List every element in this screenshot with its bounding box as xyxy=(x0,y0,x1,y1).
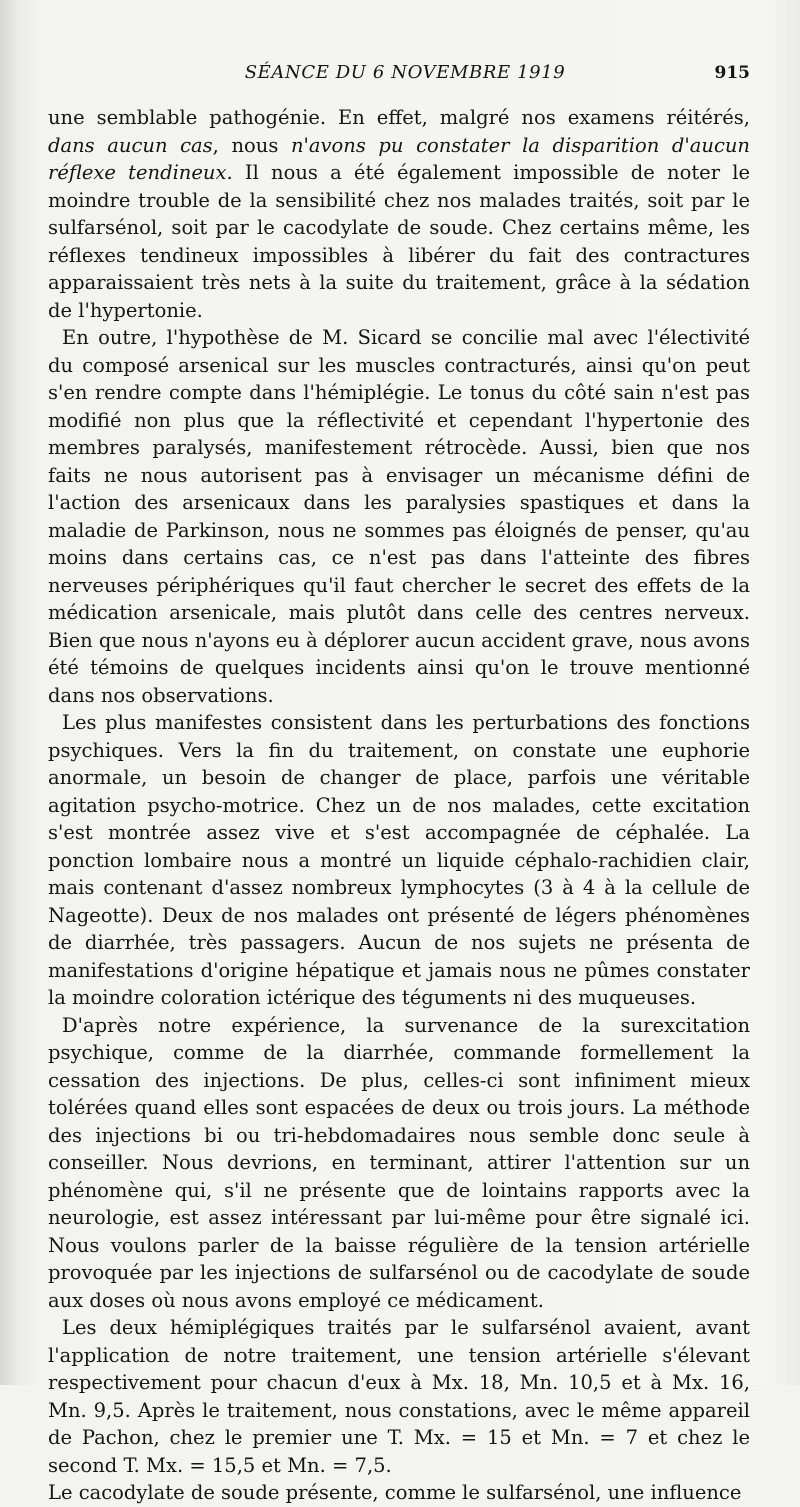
running-head xyxy=(60,62,750,90)
body-text xyxy=(48,104,750,1507)
paragraph-2 xyxy=(48,324,750,709)
page-number: 915 xyxy=(714,63,750,83)
paragraph-4 xyxy=(48,1012,750,1315)
text-segment: En outre, l'hypothèse de M. Sicard se concilie mal avec l'électivité du composé arsenical sur les muscles contracturés, ainsi qu'on peut s'en rendre compte dans l'hémiplégie. Le tonus du côté sain n'est pas modifié non plus que la réflectivité et cependant l'hypertonie des membres paralysés, manifestement rétrocède. Aussi, bien que nos faits ne nous autorisent pas à envisager un mécanisme défini de l'action des arsenicaux dans les paralysies spastiques et dans la maladie de Parkinson, nous ne sommes pas éloignés de penser, qu'au moins dans certains cas, ce n'est pas dans l'atteinte des fibres nerveuses périphériques qu'il faut chercher le secret des effets de la médication arsenicale, mais plutôt dans celle des centres nerveux. Bien que nous n'ayons eu à déplorer aucun accident grave, nous avons été témoins de quelques incidents ainsi qu'on le trouve mentionné dans nos observations. xyxy=(48,326,750,707)
text-segment: Les plus manifestes consistent dans les perturbations des fonctions psychiques. Vers la fin du traitement, on constate une euphorie anormale, un besoin de changer de place, parfois une véritable agitation psycho-motrice. Chez un de nos malades, cette excitation s'est montrée assez vive et s'est accompagnée de céphalée. La ponction lombaire nous a montré un liquide céphalo-rachidien clair, mais contenant d'assez nombreux lymphocytes (3 à 4 à la cellule de Nageotte). Deux de nos malades ont présenté de légers phénomènes de diarrhée, très passagers. Aucun de nos sujets ne présenta de manifestations d'origine hépatique et jamais nous ne pûmes constater la moindre coloration ictérique des téguments ni des muqueuses. xyxy=(48,711,750,1009)
italic-text-segment: dans aucun cas xyxy=(48,133,213,157)
text-segment: Le cacodylate de soude présente, comme le sulfarsénol, une influence xyxy=(48,1481,742,1504)
text-segment: Les deux hémiplégiques traités par le sulfarsénol avaient, avant l'application de notre traitement, une tension artérielle s'élevant respectivement pour chacun d'eux à Mx. 18, Mn. 10,5 et à Mx. 16, Mn. 9,5. Après le traitement, nous constations, avec le même appareil de Pachon, chez le premier une T. Mx. = 15 et Mn. = 7 et chez le second T. Mx. = 15,5 et Mn. = 7,5. xyxy=(48,1316,750,1477)
text-segment: D'après notre expérience, la survenance de la surexcitation psychique, comme de la diarrhée, commande formellement la cessation des injections. De plus, celles-ci sont infiniment mieux tolérées quand elles sont espacées de deux ou trois jours. La méthode des injections bi ou tri-hebdomadaires nous semble donc seule à conseiller. Nous devrions, en terminant, attirer l'attention sur un phénomène qui, s'il ne présente que de lointains rapports avec la neurologie, est assez intéressant par lui-même pour être signalé ici. Nous voulons parler de la baisse régulière de la tension artérielle provoquée par les injections de sulfarsénol ou de cacodylate de soude aux doses où nous avons employé ce médicament. xyxy=(48,1013,750,1312)
paragraph-6 xyxy=(48,1479,750,1507)
text-segment: , nous xyxy=(212,133,291,157)
paragraph-3 xyxy=(48,709,750,1012)
paragraph-5 xyxy=(48,1314,750,1479)
paragraph-1 xyxy=(48,104,750,324)
text-segment: Il nous a été également impossible de noter le moindre trouble de la sensibilité chez nos malades traités, soit par le sulfarsénol, soit par le cacodylate de soude. Chez certains même, les réflexes tendineux impossibles à libérer du fait des contractures apparaissaient très nets à la suite du traitement, grâce à la sédation de l'hypertonie. xyxy=(48,161,750,322)
italic-text-segment: n'avons pu constater la disparition d'aucun réflexe tendineux. xyxy=(48,133,750,184)
running-title: SÉANCE DU 6 NOVEMBRE 1919 xyxy=(244,62,566,83)
text-segment: une semblable pathogénie. En effet, malgré nos examens réitérés, xyxy=(48,106,750,129)
